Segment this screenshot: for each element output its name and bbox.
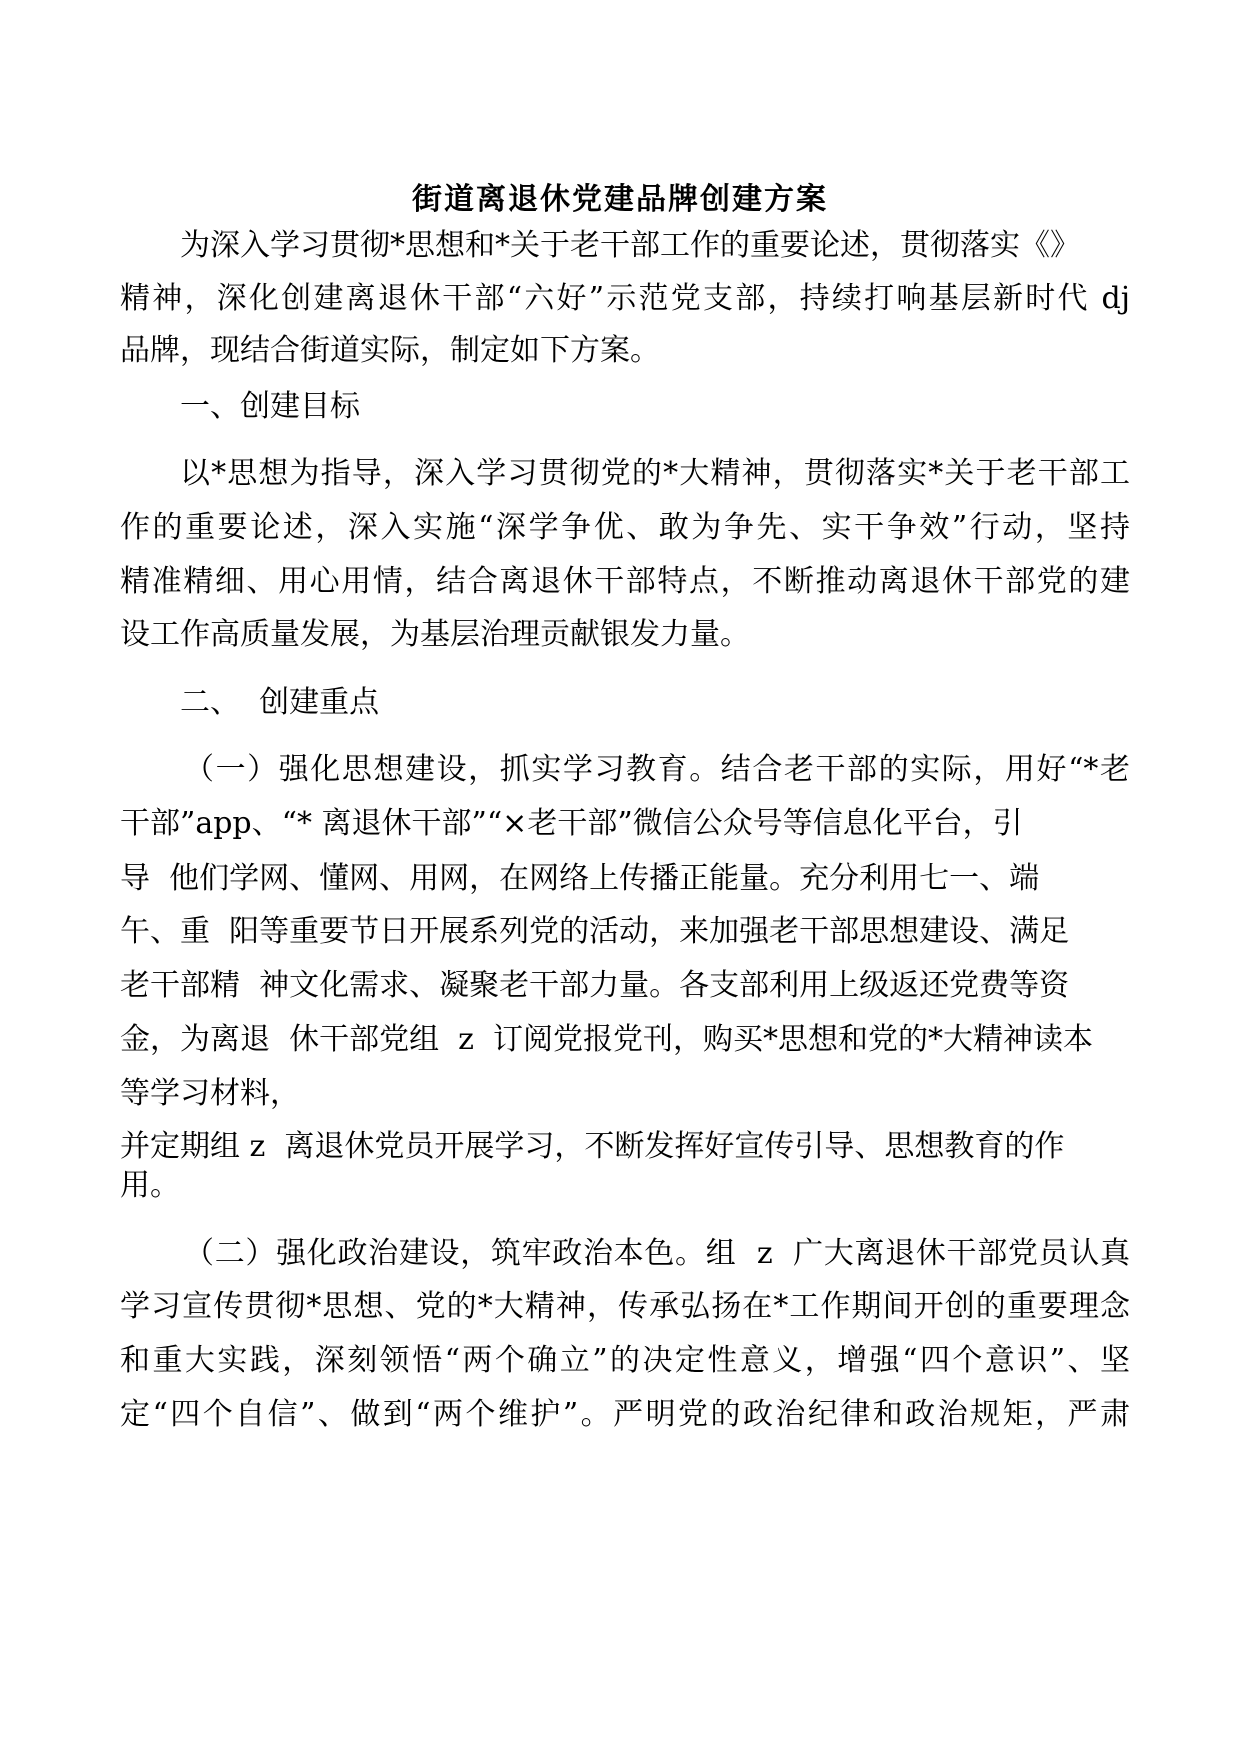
paragraph-goal-line-2: 作的重要论述，深入实施“深学争优、敢为争先、实干争效”行动，坚持 (120, 510, 1130, 545)
paragraph-focus2-line-1: （二）强化政治建设，筑牢政治本色。组 z 广大离退休干部党员认真 (184, 1236, 1130, 1271)
paragraph-focus1-line-5: 老干部精 神文化需求、凝聚老干部力量。各支部利用上级返还党费等资 (120, 968, 1070, 1003)
section-heading-2: 二、 创建重点 (180, 685, 380, 720)
paragraph-focus1-line-8: 并定期组 z 离退休党员开展学习，不断发挥好宣传引导、思想教育的作 (120, 1129, 1065, 1164)
paragraph-intro-line-1: 为深入学习贯彻*思想和*关于老干部工作的重要论述，贯彻落实《》 (180, 228, 1080, 263)
paragraph-focus1-line-6: 金，为离退 休干部党组 z 订阅党报党刊，购买*思想和党的*大精神读本 (120, 1022, 1094, 1057)
paragraph-intro-line-2: 精神，深化创建离退休干部“六好”示范党支部，持续打响基层新时代 dj (120, 281, 1130, 316)
paragraph-focus1-line-1: （一）强化思想建设，抓实学习教育。结合老干部的实际，用好“*老 (184, 752, 1130, 787)
paragraph-focus1-line-3: 导 他们学网、懂网、用网，在网络上传播正能量。充分利用七一、端 (120, 861, 1040, 896)
paragraph-focus1-line-9: 用。 (120, 1168, 180, 1203)
paragraph-focus1-line-2: 干部”app、“* 离退休干部”“×老干部”微信公众号等信息化平台，引 (120, 806, 1023, 841)
paragraph-intro-line-3: 品牌，现结合街道实际，制定如下方案。 (120, 333, 660, 368)
paragraph-focus2-line-2: 学习宣传贯彻*思想、党的*大精神，传承弘扬在*工作期间开创的重要理念 (120, 1289, 1130, 1324)
document-title: 街道离退休党建品牌创建方案 (412, 182, 828, 217)
section-heading-1: 一、创建目标 (180, 389, 360, 424)
paragraph-goal-line-1: 以*思想为指导，深入学习贯彻党的*大精神，贯彻落实*关于老干部工 (180, 456, 1130, 491)
paragraph-goal-line-4: 设工作高质量发展，为基层治理贡献银发力量。 (120, 617, 750, 652)
paragraph-focus1-line-7: 等学习材料， (120, 1076, 300, 1111)
paragraph-focus2-line-3: 和重大实践，深刻领悟“两个确立”的决定性意义，增强“四个意识”、坚 (120, 1343, 1130, 1378)
paragraph-goal-line-3: 精准精细、用心用情，结合离退休干部特点，不断推动离退休干部党的建 (120, 564, 1130, 599)
paragraph-focus2-line-4: 定“四个自信”、做到“两个维护”。严明党的政治纪律和政治规矩，严肃 (120, 1397, 1130, 1432)
paragraph-focus1-line-4: 午、重 阳等重要节日开展系列党的活动，来加强老干部思想建设、满足 (120, 914, 1070, 949)
